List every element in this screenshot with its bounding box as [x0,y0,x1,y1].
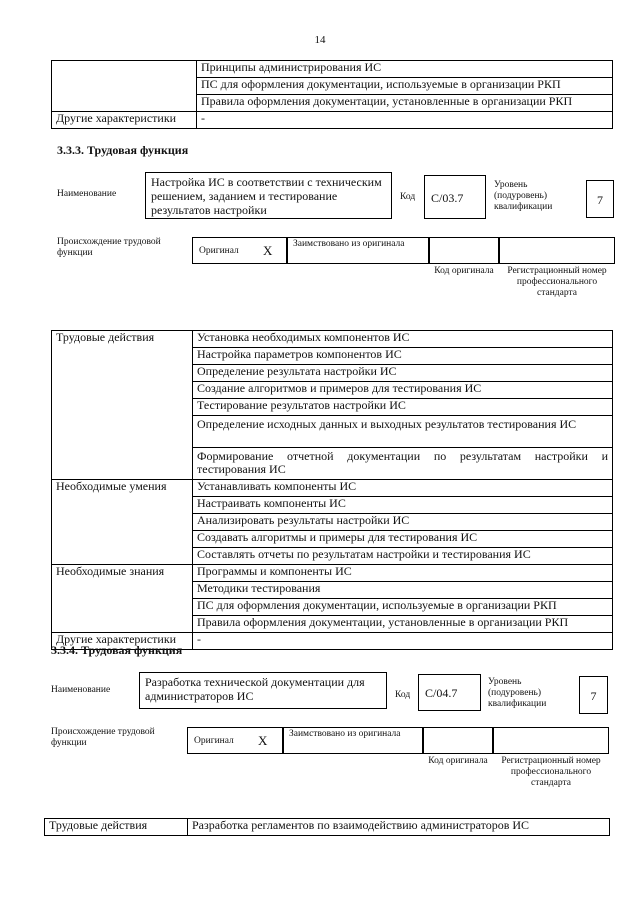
table-row: Устанавливать компоненты ИС [193,480,613,497]
original-mark: X [258,733,268,748]
table-row: Программы и компоненты ИС [193,565,613,582]
function-code-field: С/03.7 [424,175,486,219]
level-field: 7 [586,180,614,218]
original-box [187,727,283,754]
level-label: Уровень (подуровень) квалификации [494,180,553,212]
other-characteristics-value: - [197,112,613,129]
origin-label: Происхождение трудовой функции [51,727,155,748]
borrowed-box: Заимствовано из оригинала [287,237,429,264]
table-row: Анализировать результаты настройки ИС [193,514,613,531]
reg-number-caption: Регистрационный номер профессионального стандарта [507,266,607,298]
reg-number-caption: Регистрационный номер профессионального стандарта [501,756,601,788]
table-row: Определение исходных данных и выходных результатов тестирования ИС [193,416,613,448]
original-mark: X [263,243,273,258]
page-number: 14 [314,34,326,46]
origin-label: Происхождение трудовой функции [57,237,161,258]
table-row: ПС для оформления документации, используемые в организации РКП [193,599,613,616]
function-code-field: С/04.7 [418,674,481,711]
original-box [192,237,287,264]
function-name-field: Разработка технической документации для администраторов ИС [139,672,387,709]
other-characteristics-label: Другие характеристики [52,112,197,129]
code-original-box [429,237,499,264]
reg-number-box [493,727,609,754]
actions-label: Трудовые действия [45,819,188,836]
table-row: Методики тестирования [193,582,613,599]
level-label: Уровень (подуровень) квалификации [488,677,547,709]
code-original-caption: Код оригинала [428,756,488,766]
table-row: ПС для оформления документации, используемые в организации РКП [197,78,613,95]
original-label: Оригинал [194,736,234,746]
table-row: Составлять отчеты по результатам настройки и тестирования ИС [193,548,613,565]
table-row: Настраивать компоненты ИС [193,497,613,514]
function-details-table [51,330,613,650]
table-row: Создание алгоритмов и примеров для тестирования ИС [193,382,613,399]
other-characteristics-label: Другие характеристики [52,633,193,650]
table-row: Установка необходимых компонентов ИС [193,331,613,348]
table-row: Создавать алгоритмы и примеры для тестирования ИС [193,531,613,548]
table-row: Тестирование результатов настройки ИС [193,399,613,416]
level-field: 7 [579,676,608,714]
reg-number-box [499,237,615,264]
code-label: Код [400,192,416,202]
table-row: Определение результата настройки ИС [193,365,613,382]
table-row: Правила оформления документации, установленные в организации РКП [193,616,613,633]
actions-label: Трудовые действия [52,331,193,480]
knowledge-label: Необходимые знания [52,565,193,633]
table-row: Принципы администрирования ИС [197,61,613,78]
table-row: Разработка регламентов по взаимодействию администраторов ИС [188,819,610,836]
section-heading: 3.3.4. Трудовая функция [51,643,183,657]
name-label: Наименование [57,189,117,199]
function-details-table [44,818,610,836]
table-row: Правила оформления документации, установленные в организации РКП [197,95,613,112]
table-row: Формирование отчетной документации по результатам настройки и тестирования ИС [193,448,613,480]
code-original-box [423,727,493,754]
section-heading: 3.3.3. Трудовая функция [57,143,189,157]
other-characteristics-value: - [193,633,613,650]
continuation-table [51,60,613,129]
borrowed-box: Заимствовано из оригинала [283,727,423,754]
original-label: Оригинал [199,246,239,256]
skills-label: Необходимые умения [52,480,193,565]
name-label: Наименование [51,685,111,695]
table-row: Настройка параметров компонентов ИС [193,348,613,365]
code-original-caption: Код оригинала [434,266,494,276]
function-name-field: Настройка ИС в соответствии с техническим решением, заданием и тестирование результатов настройки [145,172,392,219]
code-label: Код [395,690,411,700]
